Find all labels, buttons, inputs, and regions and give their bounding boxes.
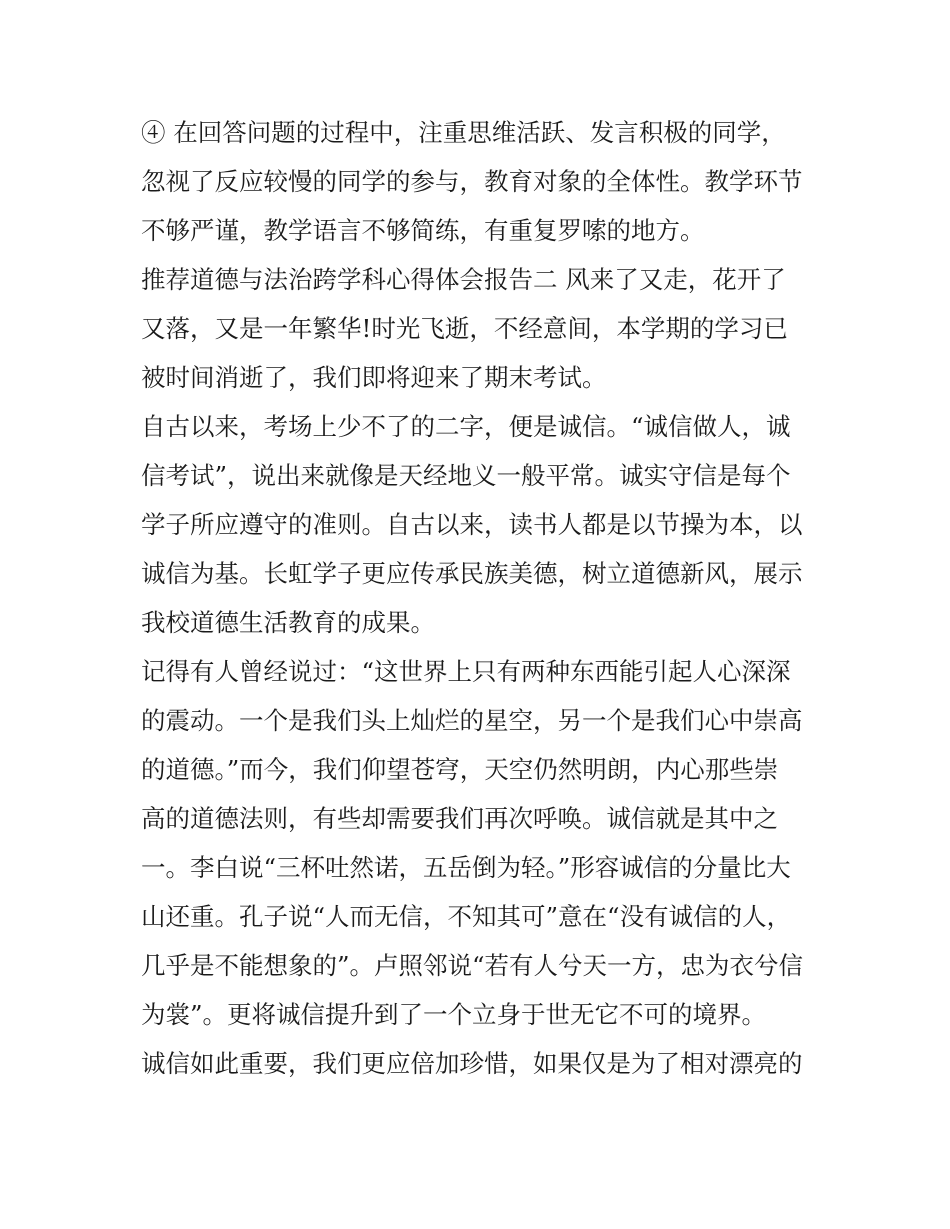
text-line: 一。李白说“三杯吐然诺，五岳倒为轻。”形容诚信的分量比大 [141, 853, 791, 882]
text-line: 高的道德法则，有些却需要我们再次呼唤。诚信就是其中之 [141, 804, 778, 833]
text-line: 被时间消逝了，我们即将迎来了期末考试。 [141, 363, 607, 392]
text-line: 忽视了反应较慢的同学的参与，教育对象的全体性。教学环节 [141, 167, 803, 196]
text-line: 几乎是不能想象的”。卢照邻说“若有人兮天一方，忠为衣兮信 [141, 951, 804, 980]
text-line: 自古以来，考场上少不了的二字，便是诚信。“诚信做人，诚 [141, 412, 791, 441]
text-line: 又落，又是一年繁华!时光飞逝，不经意间，本学期的学习已 [141, 314, 788, 343]
text-line: 我校道德生活教育的成果。 [141, 608, 435, 637]
text-line: 的震动。一个是我们头上灿烂的星空，另一个是我们心中崇高 [141, 706, 803, 735]
text-line: ④ 在回答问题的过程中，注重思维活跃、发言积极的同学， [141, 118, 786, 147]
text-line: 诚信如此重要，我们更应倍加珍惜，如果仅是为了相对漂亮的 [141, 1049, 803, 1078]
text-line: 推荐道德与法治跨学科心得体会报告二 风来了又走，花开了 [141, 265, 786, 294]
text-line: 的道德。”而今，我们仰望苍穹，天空仍然明朗，内心那些崇 [141, 755, 779, 784]
text-line: 为裳”。更将诚信提升到了一个立身于世无它不可的境界。 [141, 1000, 767, 1029]
text-line: 学子所应遵守的准则。自古以来，读书人都是以节操为本，以 [141, 510, 803, 539]
body-text [141, 108, 821, 1088]
text-line: 山还重。孔子说“人而无信，不知其可”意在“没有诚信的人， [141, 902, 792, 931]
text-line: 诚信为基。长虹学子更应传承民族美德，树立道德新风，展示 [141, 559, 803, 588]
text-line: 不够严谨，教学语言不够简练，有重复罗嗦的地方。 [141, 216, 705, 245]
text-line: 记得有人曾经说过：“这世界上只有两种东西能引起人心深深 [141, 657, 791, 686]
text-line: 信考试”，说出来就像是天经地义一般平常。诚实守信是每个 [141, 461, 791, 490]
